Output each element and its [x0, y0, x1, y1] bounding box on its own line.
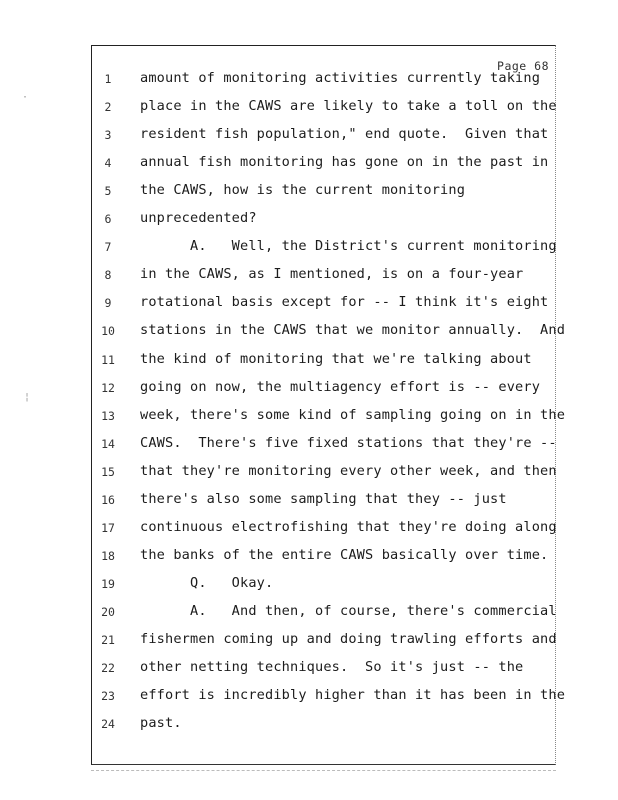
line-text: going on now, the multiagency effort is -- every — [140, 378, 541, 395]
line-text: unprecedented? — [140, 210, 257, 227]
line-text: CAWS. There's five fixed stations that they're -- — [140, 434, 557, 451]
transcript-line — [92, 461, 555, 489]
transcript-line — [92, 68, 555, 96]
line-number: 12 — [101, 380, 115, 395]
transcript-line — [92, 180, 555, 208]
transcript-line — [92, 405, 566, 433]
line-number: 17 — [101, 520, 115, 535]
transcript-line — [92, 685, 566, 713]
transcript-page — [91, 45, 566, 765]
transcript-line — [92, 629, 555, 657]
line-number: 23 — [101, 689, 115, 704]
line-number: 15 — [101, 464, 115, 479]
margin-mark: ¦ — [24, 392, 31, 403]
line-text: Q. Okay. — [140, 574, 274, 591]
line-text: other netting techniques. So it's just -- the — [140, 659, 524, 676]
line-text: in the CAWS, as I mentioned, is on a four-year — [140, 266, 524, 283]
transcript-line — [92, 124, 555, 152]
transcript-line — [92, 320, 566, 348]
transcript-line — [92, 545, 555, 573]
line-text: that they're monitoring every other week, and then — [140, 462, 557, 479]
transcript-line — [92, 292, 555, 320]
line-number: 19 — [101, 576, 115, 591]
line-text: stations in the CAWS that we monitor annually. And — [140, 322, 566, 339]
line-text: the kind of monitoring that we're talking about — [140, 350, 532, 367]
transcript-line — [92, 489, 555, 517]
line-number: 6 — [104, 212, 112, 227]
line-number: 3 — [104, 128, 112, 143]
line-number: 4 — [104, 156, 112, 171]
transcript-line — [92, 601, 555, 629]
line-number: 1 — [104, 72, 112, 86]
transcript-line — [92, 657, 555, 685]
scan-artifact — [91, 764, 556, 771]
page-number: Page 68 — [497, 59, 549, 73]
transcript-line — [92, 236, 555, 264]
line-number: 20 — [101, 604, 115, 619]
line-text: past. — [140, 715, 182, 732]
margin-mark: · — [22, 92, 29, 103]
line-text: place in the CAWS are likely to take a toll on the — [140, 98, 557, 115]
line-text: fishermen coming up and doing trawling efforts and — [140, 631, 557, 647]
line-number: 21 — [101, 633, 115, 647]
line-number: 9 — [104, 296, 112, 311]
line-number: 10 — [101, 324, 115, 339]
line-text: there's also some sampling that they -- just — [140, 490, 507, 507]
transcript-line — [92, 152, 555, 180]
line-number: 8 — [104, 268, 112, 283]
line-text: rotational basis except for -- I think it's eight — [140, 294, 549, 311]
line-text: week, there's some kind of sampling going on in the — [140, 406, 566, 423]
line-text: the CAWS, how is the current monitoring — [140, 182, 466, 199]
transcript-line — [92, 264, 555, 292]
transcript-line — [92, 208, 555, 236]
line-text: continuous electrofishing that they're doing along — [140, 518, 557, 535]
transcript-line — [92, 349, 555, 377]
line-number: 13 — [101, 408, 115, 423]
transcript-line — [92, 433, 555, 461]
line-number: 22 — [101, 661, 115, 676]
transcript-line — [92, 377, 555, 405]
line-number: 7 — [104, 240, 112, 255]
line-number: 16 — [101, 492, 115, 507]
line-number: 14 — [101, 436, 115, 451]
line-text: effort is incredibly higher than it has been in the — [140, 687, 566, 704]
line-number: 2 — [104, 100, 112, 115]
transcript-line — [92, 713, 555, 741]
transcript-line — [92, 96, 555, 124]
line-number: 11 — [101, 352, 115, 367]
line-text: resident fish population," end quote. Given that — [140, 126, 549, 143]
line-number: 5 — [104, 184, 112, 199]
line-number: 18 — [101, 548, 115, 563]
line-text: A. Well, the District's current monitoring — [140, 238, 557, 255]
line-text: annual fish monitoring has gone on in the past in — [140, 154, 549, 171]
line-number: 24 — [101, 717, 115, 732]
transcript-line — [92, 517, 555, 545]
line-text: A. And then, of course, there's commercial — [140, 602, 557, 619]
transcript-line — [92, 573, 555, 601]
line-text: amount of monitoring activities currently taking — [140, 70, 541, 86]
line-text: the banks of the entire CAWS basically over time. — [140, 546, 549, 563]
